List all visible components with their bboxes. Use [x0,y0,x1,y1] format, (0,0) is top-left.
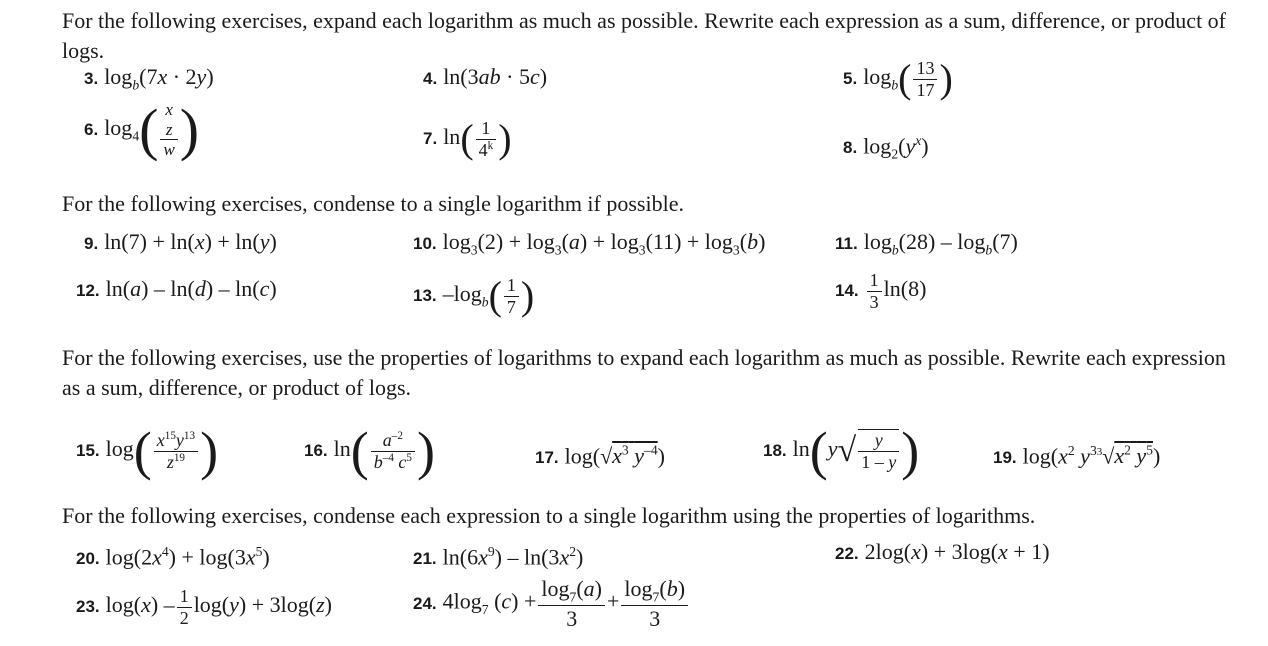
exercise-12: 12. ln(a) – ln(d) – ln(c) [76,276,277,301]
exercise-21: 21. $\ln(6x^9) - \ln(3x^2)$ [413,544,584,570]
exercise-13: 13. $-\log_b$( $\frac{1}{7}$ ) [413,273,535,319]
exercise-5: 5. $\log_b$( $\frac{13}{17}$ ) [843,56,953,102]
exercise-8: 8. $\log_2(y^x)$ [843,133,929,162]
exercise-24: 24. $4\log_7$ (c) + $\frac{\log_7(a)}{3}$ + $\frac{\log_7(b)}{3}$ [413,576,690,631]
exercise-7: 7. ln( $\frac{1}{4^k}$ ) [423,116,512,162]
exercise-23: 23. log(x) – $\frac{1}{2}$ log(y) + 3log(z) [76,586,332,628]
exercise-15: 15. log( $\frac{x^{15}y^{13}}{z^{19}}$ ) [76,421,219,481]
exercise-4: 4. ln(3ab · 5c) [423,64,548,89]
exercise-11: 11. $\log_b(28) - \log_b(7)$ [835,229,1018,258]
instruction-expand: For the following exercises, expand each logarithm as much as possible. Rewrite each expression as a sum, difference, or product of logs. [62,8,1227,63]
instruction-expand-properties: For the following exercises, use the properties of logarithms to expand each logarithm as much as possible. Rewrite each expression as a sum, difference, or product of logs. [62,345,1226,400]
exercise-3: 3. $\log_b(7x \cdot 2y)$ [84,64,214,93]
instruction-condense-properties: For the following exercises, condense each expression to a single logarithm using the properties of logarithms. [62,503,1036,528]
exercise-14: 14. $\frac{1}{3}$ ln(8) [835,270,927,312]
exercise-22: 22. 2log(x) + 3log(x + 1) [835,539,1050,564]
exercise-9: 9. ln(7) + ln(x) + ln(y) [84,229,277,254]
exercise-17: 17. $\log(√x^3$ $y^{-4}$) [535,443,665,469]
exercise-6: 6. $\log_4$( x z w ) [84,96,200,162]
exercise-16: 16. ln( $\frac{a^{-2}}{b^{-4} c^5}$ ) [304,421,435,481]
exercise-19: 19. $\log(x^2$ $y^{33}√x^2$ $y^5$) [993,443,1161,469]
instruction-condense: For the following exercises, condense to a single logarithm if possible. [62,191,684,216]
exercise-10: 10. $\log_3(2) + \log_3(a) + \log_3(11) + \log_3(b)$ [413,229,766,258]
exercise-18: 18. ln(y√ $\frac{y}{1 - y}$ ) [763,421,920,481]
exercise-20: 20. $\log(2x^4) + \log(3x^5)$ [76,544,270,570]
